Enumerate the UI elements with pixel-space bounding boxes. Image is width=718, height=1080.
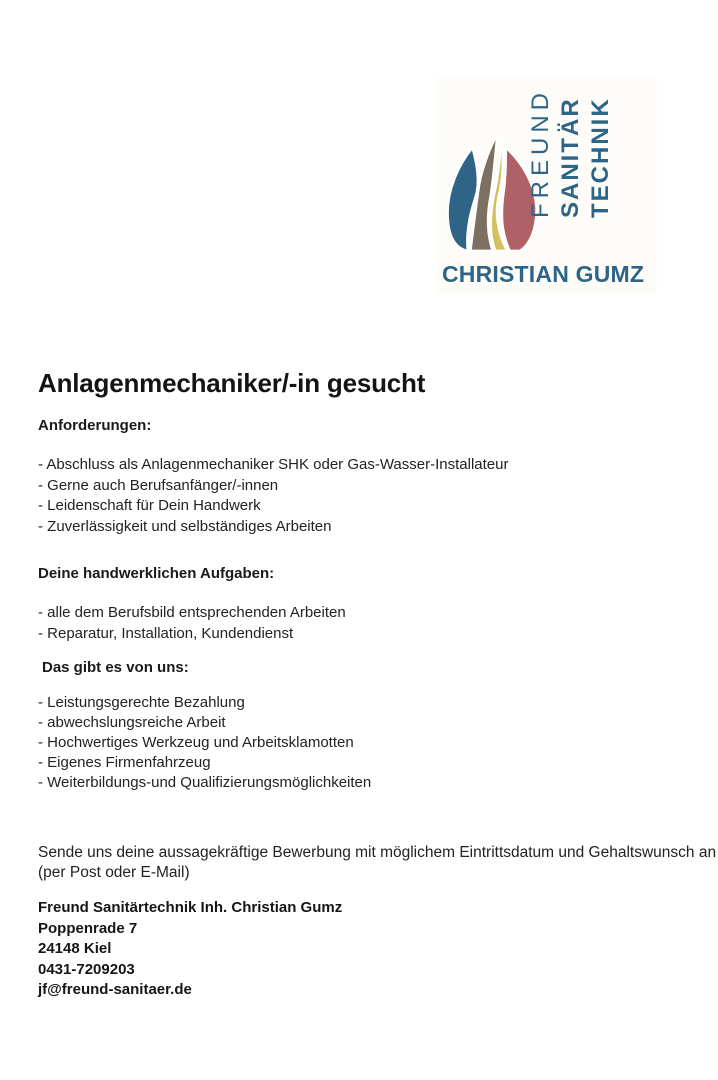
list-item: - Leistungsgerechte Bezahlung [38,694,245,711]
list-item: - alle dem Berufsbild entsprechenden Arbeiten [38,604,346,621]
tasks-list [38,603,346,644]
brand-line-technik [587,96,638,218]
contact-company: Freund Sanitärtechnik Inh. Christian Gumz [38,899,343,916]
benefits-list [38,693,371,793]
list-item: - Zuverlässigkeit und selbständiges Arbeiten [38,518,332,536]
application-note [38,843,716,883]
application-note-line: (per Post oder E-Mail) [38,863,190,881]
brand-line-label: FREUND [527,88,554,218]
list-item: - Leidenschaft für Dein Handwerk [38,497,261,515]
section-heading-angebot: Das gibt es von uns: [42,659,189,676]
list-item: - Reparatur, Installation, Kundendienst [38,624,294,642]
page-title: Anlagenmechaniker/-in gesucht [38,368,426,399]
section-heading-aufgaben: Deine handwerklichen Aufgaben: [38,565,275,582]
list-item: - Weiterbildungs-und Qualifizierungsmöglichkeiten [38,773,372,791]
contact-block [38,898,342,1001]
application-note-line: Sende uns deine aussagekräftige Bewerbung mit möglichem Eintrittsdatum und Gehaltswunsch an [38,844,717,861]
section-heading-anforderungen: Anforderungen: [38,417,152,434]
requirements-list [38,455,509,538]
brand-line-label: SANITÄR [557,97,584,218]
list-item: - Eigenes Firmenfahrzeug [38,753,211,771]
contact-street: Poppenrade 7 [38,919,138,937]
company-logo [435,78,657,294]
contact-city: 24148 Kiel [38,940,112,958]
contact-phone: 0431-7209203 [38,960,135,978]
list-item: - abwechslungsreiche Arbeit [38,713,226,731]
brand-wordmark [527,88,638,218]
contact-email: jf@freund-sanitaer.de [38,981,192,999]
list-item: - Gerne auch Berufsanfänger/-innen [38,476,279,494]
brand-line-label: TECHNIK [587,97,614,218]
list-item: - Hochwertiges Werkzeug und Arbeitsklamotten [38,733,354,751]
owner-name: CHRISTIAN GUMZ [442,261,645,287]
list-item: - Abschluss als Anlagenmechaniker SHK oder Gas-Wasser-Installateur [38,456,509,473]
